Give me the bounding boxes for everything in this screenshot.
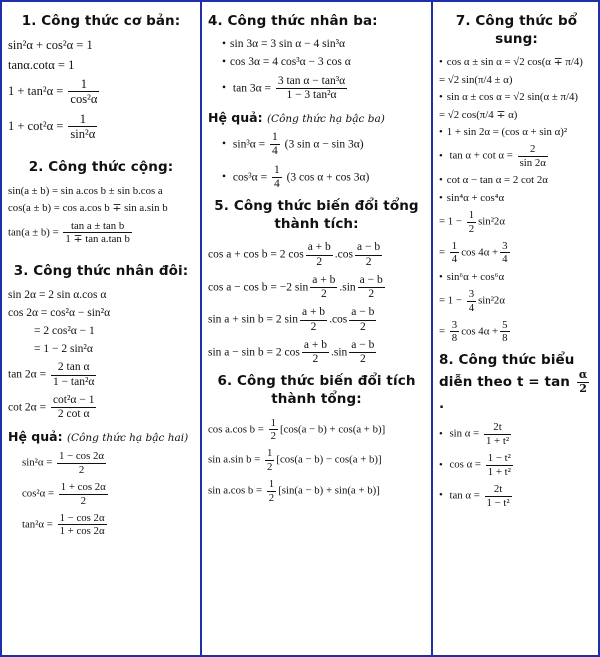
formula-basic-4: 1 + cot²α = $\frac{1}{\text{sin²α}}$ [8,111,96,142]
formula-basic-2: tanα.cotα = 1 [8,57,75,72]
column-right [433,2,600,655]
formula-double-4: = 1 − 2 sin²α [34,343,93,356]
formula-reduce2-1: sin²α = $\frac{1 - \cos 2\alpha}{2}$ [22,450,105,476]
formula-addition-3: tan(a ± b) = $\frac{\text{tan a ± tan b}}{\text{1 ∓ tan a.tan b}}$ [8,219,130,245]
formula-sum-to-product-3: sin a + sin b = 2 sin $\frac{a + b}{2}$ .cos $\frac{a - b}{2}$ [208,306,375,333]
formula-supp-4: = √2 cos(π/4 ∓ α) [439,108,518,121]
formula-t-1: • sin α = $\frac{2t}{\text{1 + t²}}$ [439,421,594,447]
formula-supp-7: • cot α − tan α = 2 cot 2α [439,174,594,186]
formula-supp-13: = $\frac{3}{8}$ cos 4α + $\frac{5}{8}$ [439,318,508,345]
formula-product-to-sum-3: sin a.cos b = $\frac{1}{2}$ [sin(a − b) + sin(a + b)] [208,478,380,504]
formula-reduce2-2: cos²α = $\frac{1 + \cos 2\alpha}{2}$ [22,481,106,507]
heading-product-to-sum: 6. Công thức biến đổi tích thành tổng: [217,373,416,408]
formula-reduce2-3: tan²α = $\frac{1 - \cos 2\alpha}{1 + \cos 2\alpha}$ [22,511,105,538]
formula-double-1: sin 2α = 2 sin α.cos α [8,288,107,301]
formula-sum-to-product-1: cos a + cos b = 2 cos $\frac{a + b}{2}$ .cos $\frac{a - b}{2}$ [208,241,381,268]
formula-double-6: cot 2α = $\frac{\text{cot²α − 1}}{\text{2 cot α}}$ [8,393,95,421]
formula-t-2: • cos α = $\frac{\text{1 − t²}}{\text{1 + t²}}$ [439,452,594,478]
formula-supp-6: • tan α + cot α = $\frac{2}{\sin 2\alpha}$ [439,143,594,169]
formula-supp-3: • sin α ± cos α = √2 sin(α ± π/4) [439,91,594,103]
corollary-power-reduction-3: Hệ quả: (Công thức hạ bậc ba) [208,110,385,126]
column-left [2,2,202,655]
heading-t-substitution: 8. Công thức biểu diễn theo t = tan $\frac{\alpha}{2}$ . [439,351,588,413]
formula-supp-9: = 1 − $\frac{1}{2}$ sin²2α [439,209,505,235]
formula-supp-8: • sin⁴α + cos⁴α [439,192,594,204]
formula-triple-2: • cos 3α = 4 cos³α − 3 cos α [208,56,425,69]
formula-supp-1: • cos α ± sin α = √2 cos(α ∓ π/4) [439,56,594,68]
formula-reduce3-2: • cos³α = $\frac{1}{4}$ (3 cos α + cos 3α) [208,164,425,191]
formula-reduce3-1: • sin³α = $\frac{1}{4}$ (3 sin α − sin 3α) [208,131,425,158]
heading-double: 3. Công thức nhân đôi: [13,263,189,280]
column-middle [202,2,433,655]
formula-supp-2: = √2 sin(π/4 ± α) [439,73,513,86]
formula-basic-3: 1 + tan²α = $\frac{1}{\text{cos²α}}$ [8,76,98,107]
formula-sum-to-product-2: cos a − cos b = −2 sin $\frac{a + b}{2}$ .sin $\frac{a - b}{2}$ [208,273,383,301]
formula-triple-1: • sin 3α = 3 sin α − 4 sin³α [208,38,425,51]
heading-supplementary: 7. Công thức bổ sung: [455,13,578,48]
formula-supp-10: = $\frac{1}{4}$ cos 4α + $\frac{3}{4}$ [439,239,508,266]
formula-supp-5: • 1 + sin 2α = (cos α + sin α)² [439,126,594,138]
formula-double-2: cos 2α = cos²α − sin²α [8,306,111,319]
formula-triple-3: • tan 3α = $\frac{\text{3 tan α − tan³α}}{\text{1 − 3 tan²α}}$ [208,75,425,102]
formula-supp-12: = 1 − $\frac{3}{4}$ sin²2α [439,288,505,314]
heading-addition: 2. Công thức cộng: [28,159,174,176]
formula-addition-2: cos(a ± b) = cos a.cos b ∓ sin a.sin b [8,202,168,215]
formula-t-3: • tan α = $\frac{2t}{\text{1 − t²}}$ [439,483,594,509]
formula-sum-to-product-4: sin a − sin b = 2 cos $\frac{a + b}{2}$ .sin $\frac{a - b}{2}$ [208,338,375,365]
formula-double-5: tan 2α = $\frac{\text{2 tan α}}{\text{1 − tan²α}}$ [8,361,95,388]
formula-supp-11: • sin⁶α + cos⁶α [439,271,594,283]
formula-double-3: = 2 cos²α − 1 [34,324,95,337]
corollary-power-reduction-2: Hệ quả: (Công thức hạ bậc hai) [8,429,189,445]
heading-sum-to-product: 5. Công thức biến đổi tổng thành tích: [214,197,419,233]
formula-product-to-sum-2: sin a.sin b = $\frac{1}{2}$ [cos(a − b) − cos(a + b)] [208,447,382,473]
formula-addition-1: sin(a ± b) = sin a.cos b ± sin b.cos a [8,184,163,197]
formula-basic-1: sin²α + cos²α = 1 [8,38,93,53]
heading-triple: 4. Công thức nhân ba: [208,13,378,29]
formula-product-to-sum-1: cos a.cos b = $\frac{1}{2}$ [cos(a − b) + cos(a + b)] [208,416,386,442]
heading-basic: 1. Công thức cơ bản: [21,13,181,29]
